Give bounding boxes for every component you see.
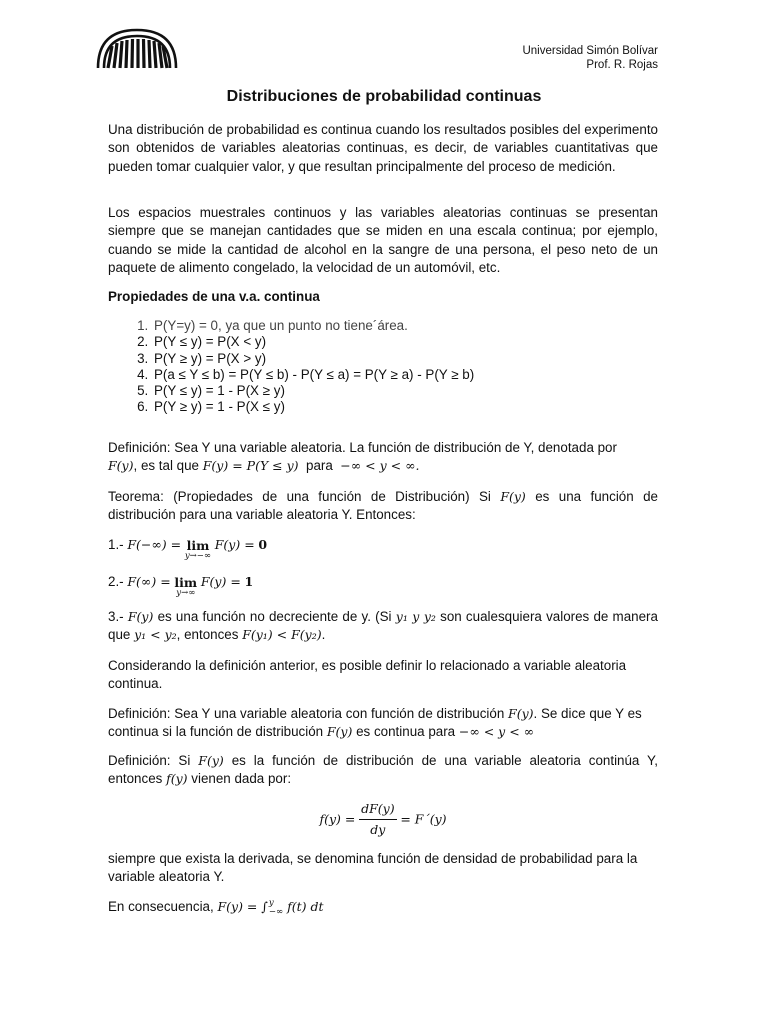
integral-lower: −∞ <box>268 906 284 917</box>
theorem <box>108 488 658 525</box>
theorem-item-1 <box>108 536 658 562</box>
property-item: 1. P(Y=y) = 0, ya que un punto no tiene´área. <box>152 318 474 334</box>
definition-3-text: vienen dada por: <box>191 771 292 787</box>
theorem-item-3 <box>108 608 658 645</box>
institution-name: Universidad Simón Bolívar <box>522 45 658 57</box>
math-y1-y2: y₁ y y₂ <box>395 609 436 624</box>
math-rhs: F(y) = <box>214 537 255 552</box>
limit-operator <box>174 577 197 599</box>
math-distribution-formula: F(y) = P(Y ≤ y) <box>202 458 299 474</box>
integral-formula <box>217 898 323 917</box>
property-item: 6. P(Y ≥ y) = 1 - P(X ≤ y) <box>152 399 474 415</box>
item-text: es una función no decreciente de y. (Si <box>157 609 392 624</box>
math-f-y: F(y) <box>508 706 534 721</box>
density-formula <box>108 800 658 840</box>
lim-label: lim <box>174 575 198 590</box>
lim-label: lim <box>186 538 210 553</box>
definition-1-text: Definición: Sea Y una variable aleatoria. La función de distribución de Y, denotada por <box>108 440 617 455</box>
integral-limits <box>269 899 283 917</box>
intro-paragraph-2: Los espacios muestrales continuos y las variables aleatorias continuas se presentan siempre que se manejan cantidades que se miden en una escala continua; por ejemplo, cuando se mide la cantidad de alcohol en la sangre de una persona, el peso neto de un paquete de alimento congelado, la velocidad de un automóvil, etc. <box>108 205 658 275</box>
item-number: 3.- <box>108 609 124 624</box>
math-value: 0 <box>258 537 268 552</box>
math-f-y: F(y) <box>108 458 134 474</box>
math-range: −∞ < y < ∞ <box>458 724 535 740</box>
page-title: Distribuciones de probabilidad continuas <box>226 88 542 105</box>
header-info <box>522 44 658 72</box>
limit-operator <box>185 540 211 562</box>
considering-paragraph: Considerando la definición anterior, es posible definir lo relacionado a variable aleatoria continua. <box>108 658 627 692</box>
property-item: 2. P(Y ≤ y) = P(X < y) <box>152 334 474 350</box>
math-lhs: F(y) = ∫ <box>217 899 268 914</box>
definition-2-text: es continua para <box>356 724 456 740</box>
property-item: 3. P(Y ≥ y) = P(X > y) <box>152 351 474 367</box>
math-rhs: f(t) dt <box>287 899 324 914</box>
definition-3 <box>108 752 658 789</box>
university-logo-icon <box>92 24 182 72</box>
math-range: −∞ < y < ∞. <box>340 458 420 474</box>
item-text: . <box>321 627 326 643</box>
intro-paragraph-1: Una distribución de probabilidad es continua cuando los resultados posibles del experimento son obtenidos de variables aleatorias continuas, es decir, de variables cuantitativas que pueden tomar cualquier valor, y que resultan principalmente del proceso de medición. <box>108 122 658 174</box>
integral-upper: y <box>268 897 274 908</box>
lim-subscript: y→∞ <box>176 588 196 598</box>
math-rhs: = F´(y) <box>400 811 447 827</box>
math-f-y: F(y) <box>500 489 526 504</box>
definition-2-text: . Se dice que Y es continua si la función de distribución <box>108 706 642 740</box>
math-f-y: F(y) <box>326 724 353 740</box>
derivative-fraction <box>359 800 397 840</box>
definition-1-text: para <box>306 458 333 474</box>
properties-list <box>112 318 474 416</box>
math-rhs: F(y) = <box>200 574 241 589</box>
math-lhs: F(−∞) = <box>127 537 182 552</box>
property-item: 5. P(Y ≤ y) = 1 - P(X ≥ y) <box>152 383 474 399</box>
definition-2 <box>108 705 658 742</box>
property-item: 4. P(a ≤ Y ≤ b) = P(Y ≤ b) - P(Y ≤ a) = P(Y ≥ a) - P(Y ≥ b) <box>152 367 474 383</box>
item-text: , entonces <box>176 627 239 643</box>
theorem-item-2 <box>108 573 658 599</box>
definition-3-text: Definición: Si <box>108 753 191 768</box>
definition-1 <box>108 439 658 476</box>
lim-subscript: y→−∞ <box>184 551 212 561</box>
definition-3-text: es la función de distribución de una variable aleatoria continúa Y, entonces <box>108 753 658 787</box>
math-value: 1 <box>244 574 254 589</box>
theorem-text: es una función de distribución para una variable aleatoria Y. Entonces: <box>108 489 658 523</box>
math-inequality: F(y₁) < F(y₂) <box>242 627 322 643</box>
math-lhs: F(∞) = <box>127 574 171 589</box>
consequence-text: En consecuencia, <box>108 899 214 914</box>
math-f-y: F(y) <box>198 753 224 768</box>
properties-heading: Propiedades de una v.a. continua <box>108 289 320 304</box>
consequence <box>108 898 658 917</box>
item-number: 2.- <box>108 574 124 589</box>
math-lhs: f(y) = <box>319 811 356 827</box>
math-small-f-y: f(y) <box>166 771 188 787</box>
fraction-numerator: dF(y) <box>359 800 397 820</box>
density-paragraph: siempre que exista la derivada, se denomina función de densidad de probabilidad para la variable aleatoria Y. <box>108 851 638 885</box>
item-number: 1.- <box>108 537 124 552</box>
item-text: son cualesquiera valores de manera que <box>108 609 658 643</box>
math-condition: y₁ < y₂ <box>134 627 177 643</box>
math-f-y: F(y) <box>127 609 154 624</box>
definition-1-text: , es tal que <box>133 458 200 474</box>
fraction-denominator: dy <box>370 822 386 838</box>
theorem-text: Teorema: (Propiedades de una función de Distribución) Si <box>108 489 491 504</box>
professor-name: Prof. R. Rojas <box>586 59 658 71</box>
definition-2-text: Definición: Sea Y una variable aleatoria con función de distribución <box>108 706 505 721</box>
